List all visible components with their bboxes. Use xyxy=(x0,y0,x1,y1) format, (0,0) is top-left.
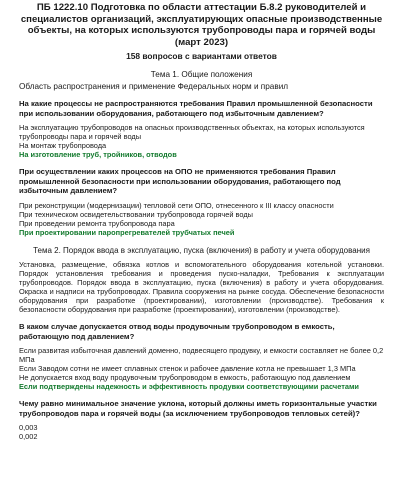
section-1-subtitle: Область распространения и применение Федеральных норм и правил xyxy=(19,82,289,91)
document-subtitle: 158 вопросов с вариантами ответов xyxy=(126,51,277,61)
answer-2-4-correct: При проектировании паропрегревателей трубчатых печей xyxy=(19,227,235,237)
answer-3-1: Если развитая избыточная давлений доменно, подвесящего продувку, и емкости составляет не более 0,2 МПа xyxy=(19,346,384,365)
answer-1-1: На эксплуатацию трубопроводов на опасных производственных объектах, на которых используются трубопроводы пара и горячей воды xyxy=(19,123,365,141)
answer-1-3-correct: На изготовление труб, тройников, отводов xyxy=(19,150,177,159)
section-2-title: Тема 2. Порядок ввода в эксплуатацию, пуска (включения) в работу и учета оборудования xyxy=(33,245,370,255)
question-2: При осуществлении каких процессов на ОПО не применяются требования Правил промышленной безопасности при использовании оборудования, работающего под избыточным давлением? xyxy=(19,167,341,195)
answer-3-2: Если Заводом сотни не имеет сплавных стенок и рабочее давление котла не превышает 1,3 МПа xyxy=(19,364,356,374)
answer-3-4-correct: Если подтверждены надежность и эффективность продувки соответствующими расчетами xyxy=(19,382,359,392)
answer-2-1: При реконструкции (модернизации) тепловой сети ОПО, отнесенного к III классу опасности xyxy=(19,200,334,210)
answer-2-3: При проведении ремонта трубопровода пара xyxy=(19,218,175,228)
question-3: В каком случае допускается отвод воды продувочным трубопроводом в емкость, работающую под давлением? xyxy=(19,322,335,341)
question-1: На какие процессы не распространяются требования Правил промышленной безопасности при использовании оборудования, работающего под избыточным давлением? xyxy=(19,99,373,118)
section-1-title: Тема 1. Общие положения xyxy=(150,70,253,79)
answer-4-1: 0,003 xyxy=(19,423,38,433)
answer-2-2: При техническом освидетельствовании трубопровода горячей воды xyxy=(19,209,253,219)
answer-3-3: Не допускается вход воду продувочным трубопроводом в емкость, работающую под давлением xyxy=(19,373,351,383)
question-4: Чему равно минимальное значение уклона, который должны иметь горизонтальные участки трубопроводов пара и горячей воды (за исключением трубопроводов тепловых сетей)? xyxy=(19,399,377,418)
answer-1-2: На монтаж трубопровода xyxy=(19,141,107,150)
section-2-paragraph: Установка, размещение, обвязка котлов и вспомогательного оборудования котельной установки. Порядок установления требования и проведения пуско-наладки, Требования к эксплуатации трубопроводов. Порядок ввода в эксплуатацию, пуска (включения) в работу и учета оборудования. Окраска и надписи на трубопроводах. Правила сооружения на рынке сосуда. Обеспечение безопасности оборудования при разработке (проектировании), изготовлении (производстве). Требования к безопасности оборудования при разработке (проектировании), изготовлении (производстве). xyxy=(19,259,384,314)
answer-4-2: 0,002 xyxy=(19,432,38,442)
document-title: ПБ 1222.10 Подготовка по области аттестации Б.8.2 руководителей и специалистов организаций, эксплуатирующих опасные производственные объекты, на которых используются трубопроводы пара и горячей воды (март 2023) xyxy=(20,2,383,48)
